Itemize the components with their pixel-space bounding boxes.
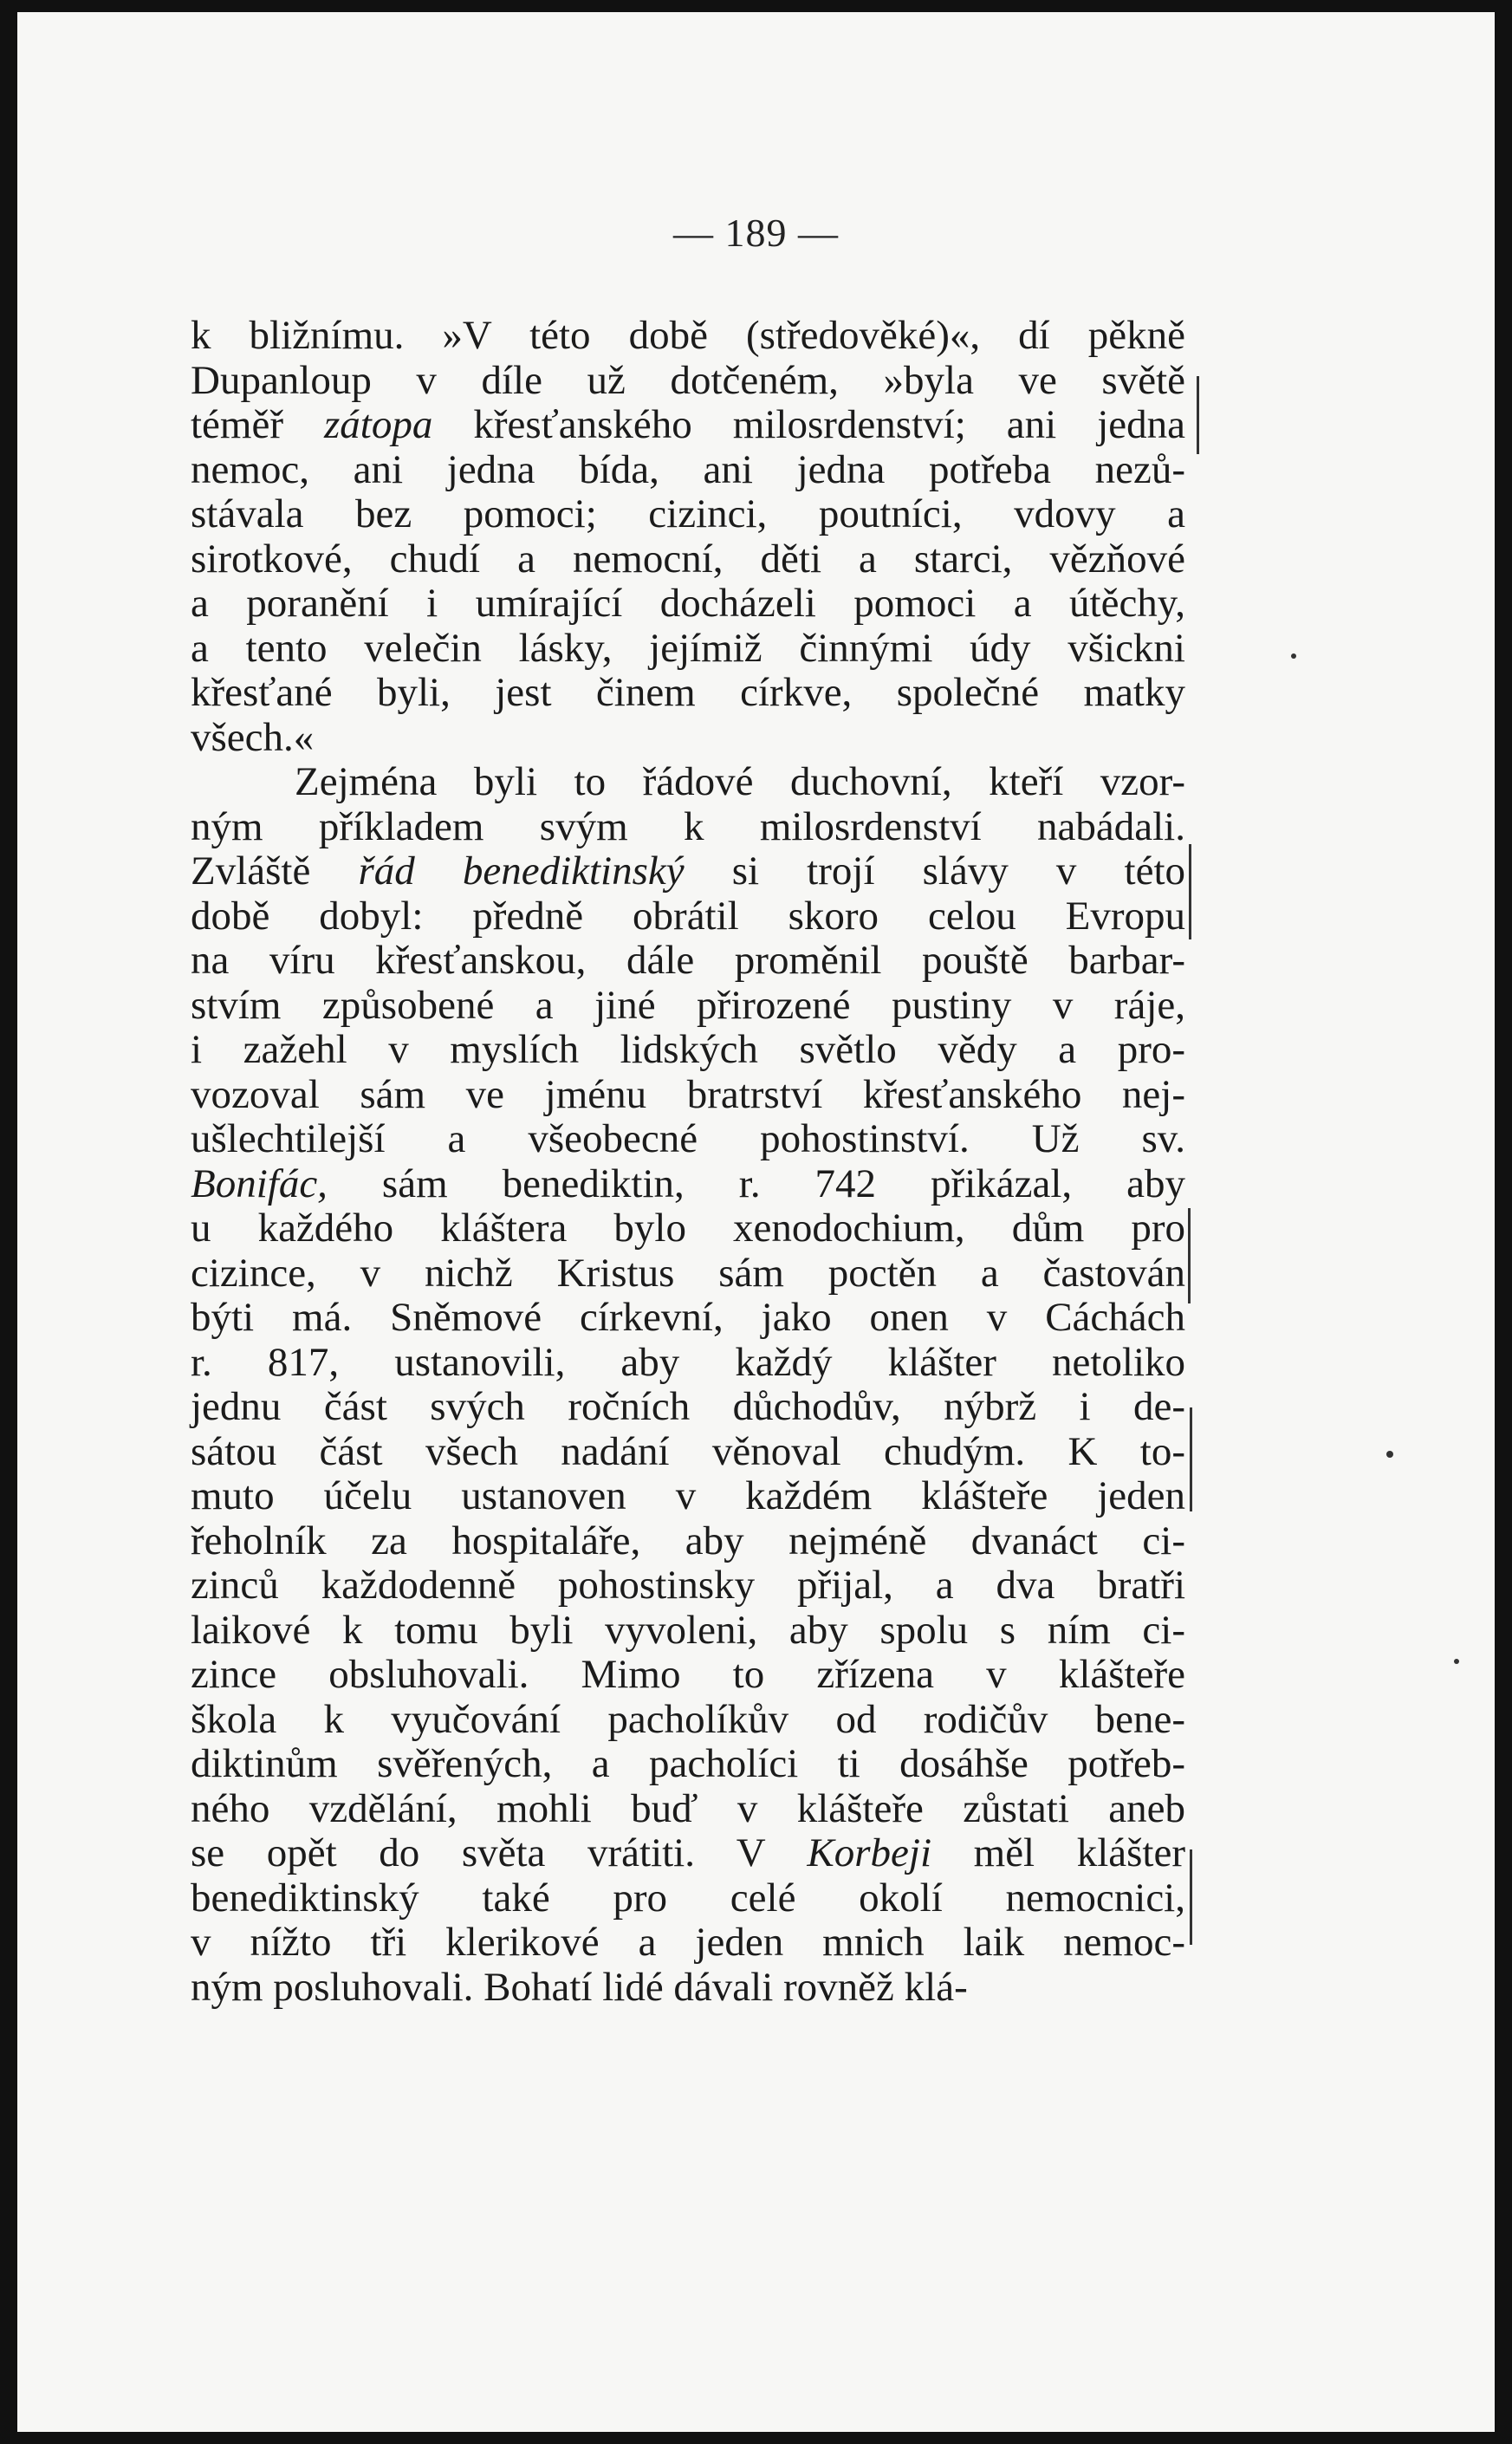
paragraph-1 bbox=[191, 314, 1185, 760]
text-line bbox=[191, 1876, 1185, 1921]
margin-mark bbox=[1190, 1849, 1192, 1945]
text-run: době dobyl: předně obrátil skoro celou Evropu bbox=[191, 893, 1185, 939]
text-line bbox=[191, 314, 1185, 359]
text-line bbox=[191, 716, 1185, 761]
text-line bbox=[191, 760, 1185, 805]
text-run: diktinům svěřených, a pacholíci ti dosáhše potřeb- bbox=[191, 1741, 1185, 1786]
text-line bbox=[191, 1028, 1185, 1073]
text-line bbox=[191, 984, 1185, 1029]
text-run: u každého kláštera bylo xenodochium, dům pro bbox=[191, 1206, 1185, 1251]
text-line bbox=[191, 537, 1185, 582]
text-run: vozoval sám ve jménu bratrství křesťanského nej- bbox=[191, 1071, 1185, 1117]
text-run: stávala bez pomoci; cizinci, poutníci, vdovy a bbox=[191, 491, 1185, 536]
text-run: r. 817, ustanovili, aby každý klášter netoliko bbox=[191, 1339, 1185, 1385]
text-line bbox=[191, 1742, 1185, 1787]
margin-dot bbox=[1454, 1659, 1459, 1664]
text-run: a tento velečin lásky, jejímiž činnými údy všickni bbox=[191, 625, 1185, 671]
text-line bbox=[191, 1162, 1185, 1207]
text-run: téměř bbox=[191, 402, 325, 447]
text-line bbox=[191, 849, 1185, 894]
italic-term: zátopa bbox=[324, 402, 433, 447]
text-line bbox=[191, 939, 1185, 984]
text-line bbox=[191, 1117, 1185, 1162]
text-line bbox=[191, 1698, 1185, 1743]
text-run: zinců každodenně pohostinsky přijal, a dva bratři bbox=[191, 1563, 1185, 1608]
margin-dot bbox=[1291, 653, 1296, 659]
text-run: jednu část svých ročních důchodův, nýbrž i de- bbox=[191, 1384, 1185, 1429]
italic-term: Bonifác, bbox=[191, 1160, 328, 1206]
text-run: a poranění i umírající docházeli pomoci a útěchy, bbox=[191, 581, 1185, 626]
book-page bbox=[17, 12, 1495, 2432]
text-run: muto účelu ustanoven v každém klášteře jeden bbox=[191, 1473, 1185, 1518]
text-line bbox=[191, 1474, 1185, 1519]
text-run: cizince, v nichž Kristus sám poctěn a častován bbox=[191, 1250, 1185, 1296]
text-run: škola k vyučování pacholíkův od rodičův bene- bbox=[191, 1696, 1185, 1742]
margin-mark bbox=[1190, 1407, 1192, 1511]
text-line bbox=[191, 1430, 1185, 1475]
text-line bbox=[191, 1296, 1185, 1341]
text-run: řeholník za hospitaláře, aby nejméně dvanáct ci- bbox=[191, 1518, 1185, 1563]
page-number: — 189 — bbox=[673, 211, 839, 255]
text-run: křesťané byli, jest činem církve, společné matky bbox=[191, 670, 1185, 715]
text-run: sám benediktin, r. 742 přikázal, aby bbox=[327, 1160, 1185, 1206]
text-line bbox=[191, 1831, 1185, 1876]
text-run: ného vzdělání, mohli buď v klášteře zůstati aneb bbox=[191, 1785, 1185, 1831]
text-line bbox=[191, 1966, 1185, 2011]
text-line bbox=[191, 359, 1185, 404]
text-line bbox=[191, 894, 1185, 939]
text-run: ným příkladem svým k milosrdenství nabádali. bbox=[191, 803, 1185, 849]
text-run: v nížto tři klerikové a jeden mnich laik nemoc- bbox=[191, 1920, 1185, 1965]
text-run: laikové k tomu byli vyvoleni, aby spolu s ním ci- bbox=[191, 1607, 1185, 1653]
text-run: si trojí slávy v této bbox=[684, 848, 1185, 894]
text-line bbox=[191, 1341, 1185, 1386]
text-run: zince obsluhovali. Mimo to zřízena v klášteře bbox=[191, 1652, 1185, 1697]
text-line bbox=[191, 671, 1185, 716]
margin-mark bbox=[1197, 376, 1199, 454]
text-run: i zažehl v myslích lidských světlo vědy a pro- bbox=[191, 1027, 1185, 1072]
text-line bbox=[191, 1251, 1185, 1297]
text-run: benediktinský také pro celé okolí nemocnici, bbox=[191, 1875, 1185, 1921]
text-line bbox=[191, 1519, 1185, 1564]
text-line bbox=[191, 1787, 1185, 1832]
text-line bbox=[191, 1563, 1185, 1609]
text-line bbox=[191, 1653, 1185, 1698]
text-line bbox=[191, 492, 1185, 537]
text-line bbox=[191, 448, 1185, 493]
italic-term: Korbeji bbox=[807, 1830, 932, 1875]
text-line bbox=[191, 1385, 1185, 1430]
text-line bbox=[191, 1921, 1185, 1966]
text-run: sirotkové, chudí a nemocní, děti a starci, vězňové bbox=[191, 536, 1185, 582]
text-run: se opět do světa vrátiti. V bbox=[191, 1830, 808, 1875]
text-run: ušlechtilejší a všeobecné pohostinství. Už sv. bbox=[191, 1116, 1185, 1161]
text-line bbox=[191, 403, 1185, 448]
text-line bbox=[191, 627, 1185, 672]
text-run: na víru křesťanskou, dále proměnil pouště barbar- bbox=[191, 938, 1185, 983]
margin-mark bbox=[1188, 1208, 1191, 1303]
text-line bbox=[191, 582, 1185, 627]
body-text bbox=[191, 314, 1185, 2010]
paragraph-2 bbox=[191, 760, 1185, 2010]
text-line bbox=[191, 1206, 1185, 1251]
text-run: stvím způsobené a jiné přirozené pustiny v ráje, bbox=[191, 982, 1185, 1028]
text-line bbox=[191, 1073, 1185, 1118]
text-run: sátou část všech nadání věnoval chudým. K to- bbox=[191, 1428, 1185, 1474]
text-line bbox=[191, 1609, 1185, 1654]
text-run: nemoc, ani jedna bída, ani jedna potřeba nezů- bbox=[191, 446, 1185, 492]
margin-mark bbox=[1189, 844, 1191, 939]
text-run: Dupanloup v díle už dotčeném, »byla ve světě bbox=[191, 357, 1185, 403]
italic-term: řád benediktinský bbox=[358, 848, 685, 894]
text-run: ným posluhovali. Bohatí lidé dávali rovněž klá- bbox=[191, 1964, 968, 2010]
text-run: Zejména byli to řádové duchovní, kteří vzor- bbox=[295, 759, 1185, 804]
text-run: všech.« bbox=[191, 714, 315, 760]
text-run: býti má. Sněmové církevní, jako onen v Cáchách bbox=[191, 1295, 1185, 1340]
text-run: měl klášter bbox=[931, 1830, 1185, 1875]
text-run: Zvláště bbox=[191, 848, 359, 894]
text-run: k bližnímu. »V této době (středověké)«, dí pěkně bbox=[191, 313, 1185, 358]
text-line bbox=[191, 805, 1185, 850]
text-run: křesťanského milosrdenství; ani jedna bbox=[432, 402, 1185, 447]
margin-dot bbox=[1386, 1451, 1393, 1458]
